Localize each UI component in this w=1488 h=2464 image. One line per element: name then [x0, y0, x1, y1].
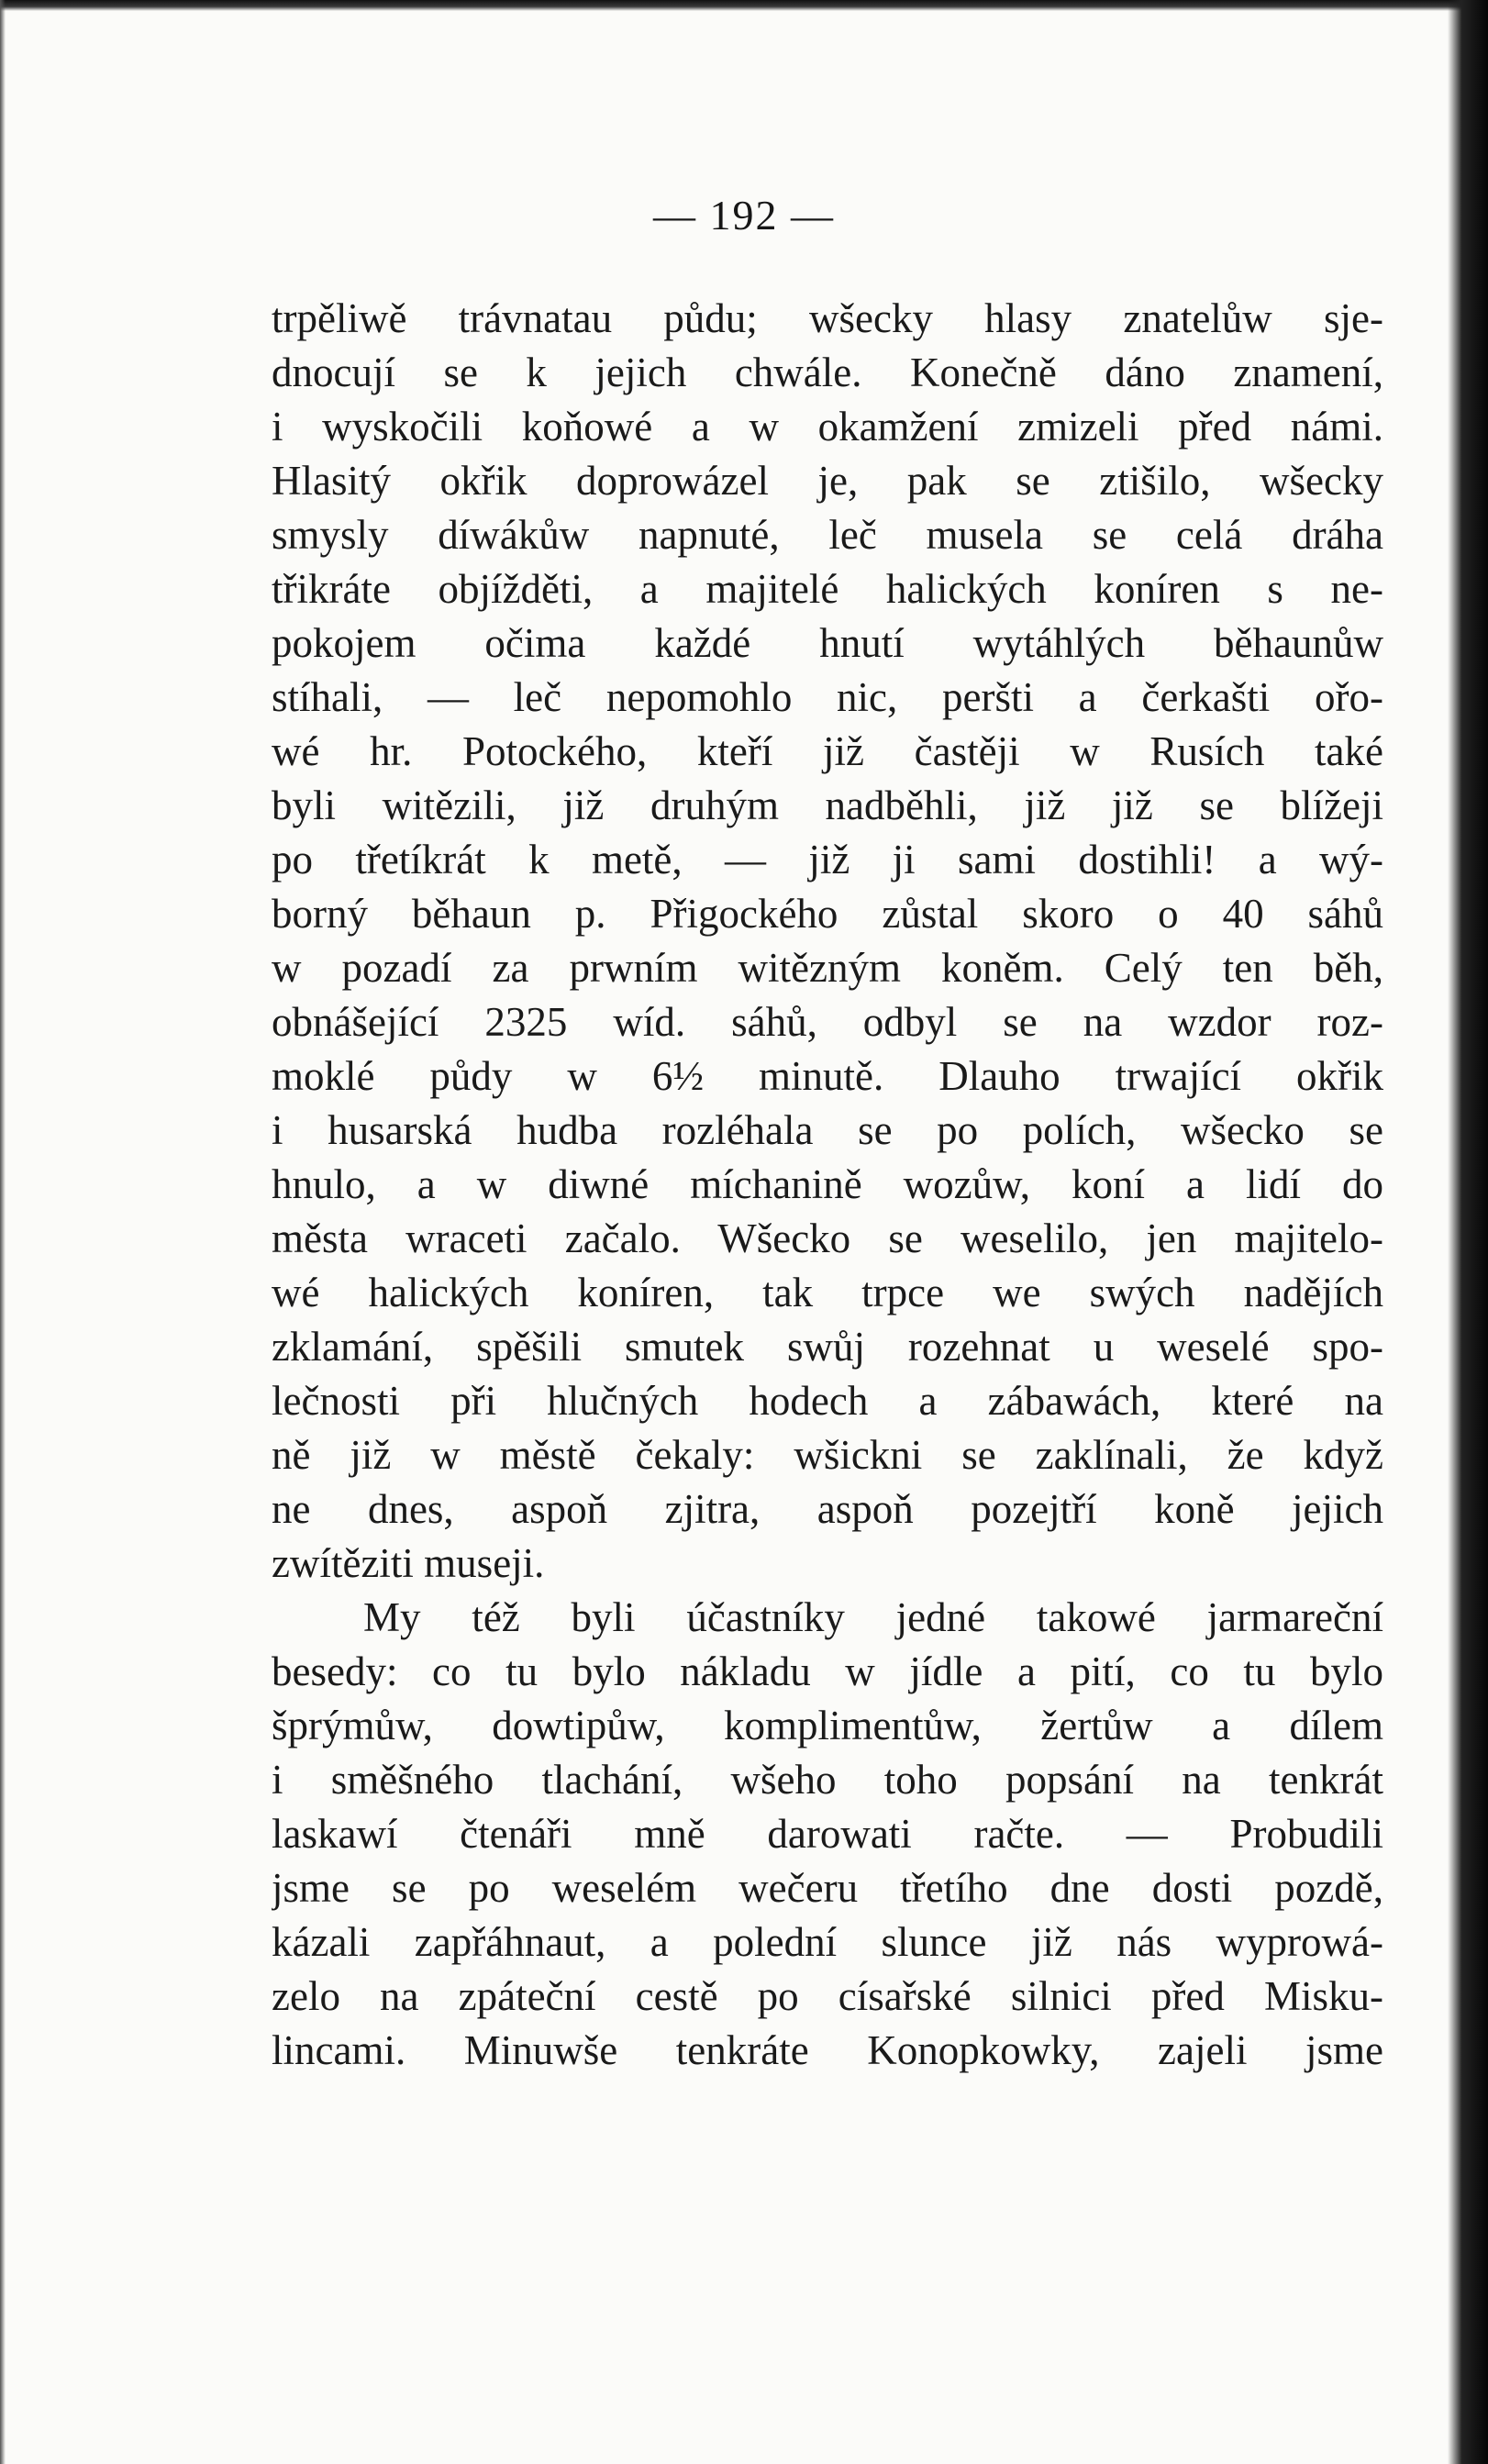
text-line: wé hr. Potockého, kteří již častěji w Rusích také: [272, 728, 1383, 774]
text-line: hnulo, a w diwné míchanině wozůw, koní a lidí do: [272, 1161, 1383, 1207]
text-line: šprýmůw, dowtipůw, komplimentůw, žertůw a dílem: [272, 1703, 1383, 1748]
text-line: i wyskočili koňowé a w okamžení zmizeli před námi.: [272, 404, 1383, 450]
text-line: města wraceti začalo. Wšecko se weselilo, jen majitelo-: [272, 1215, 1383, 1261]
text-line: wé halických koníren, tak trpce we swých nadějích: [272, 1270, 1383, 1315]
scan-edge-left: [0, 0, 6, 2464]
text-line: besedy: co tu bylo nákladu w jídle a pití, co tu bylo: [272, 1648, 1383, 1694]
text-line: třikráte objížděti, a majitelé halických koníren s ne-: [272, 566, 1383, 612]
text-line: lincami. Minuwše tenkráte Konopkowky, zajeli jsme: [272, 2027, 1383, 2073]
text-line: borný běhaun p. Přigockého zůstal skoro o 40 sáhů: [272, 891, 1383, 937]
text-line: kázali zapřáhnaut, a polední slunce již nás wyprowá-: [272, 1919, 1383, 1965]
text-line: laskawí čtenáři mně darowati račte. — Probudili: [272, 1811, 1383, 1857]
text-line: moklé půdy w 6½ minutě. Dlauho trwající okřik: [272, 1053, 1383, 1099]
text-line: i směšného tlachání, wšeho toho popsání na tenkrát: [272, 1757, 1383, 1803]
text-line: jsme se po weselém wečeru třetího dne dosti pozdě,: [272, 1865, 1383, 1911]
text-line: trpěliwě trávnatau půdu; wšecky hlasy znatelůw sje-: [272, 295, 1383, 341]
text-line: stíhali, — leč nepomohlo nic, peršti a čerkašti ořo-: [272, 674, 1383, 720]
text-line: byli witězili, již druhým nadběhli, již již se blížeji: [272, 782, 1383, 828]
text-line: ně již w městě čekaly: wšickni se zaklínali, že když: [272, 1432, 1383, 1478]
scan-edge-top: [0, 0, 1488, 11]
paragraph-end-line: zwítěziti museji.: [272, 1540, 545, 1586]
text-line: Hlasitý okřik doprowázel je, pak se ztišilo, wšecky: [272, 458, 1383, 504]
paragraph-start-line: My též byli účastníky jedné takowé jarmareční: [363, 1594, 1383, 1640]
text-line: obnášející 2325 wíd. sáhů, odbyl se na wzdor roz-: [272, 999, 1383, 1045]
text-line: zklamání, spěšili smutek swůj rozehnat u weselé spo-: [272, 1324, 1383, 1370]
text-line: smysly díwákůw napnuté, leč musela se celá dráha: [272, 512, 1383, 558]
page-number: — 192 —: [653, 192, 835, 239]
text-line: po třetíkrát k metě, — již ji sami dostihli! a wý-: [272, 837, 1383, 882]
text-line: ne dnes, aspoň zjitra, aspoň pozejtří koně jejich: [272, 1486, 1383, 1532]
text-line: lečnosti při hlučných hodech a zábawách, které na: [272, 1378, 1383, 1424]
text-line: w pozadí za prwním witězným koněm. Celý ten běh,: [272, 945, 1383, 991]
text-line: dnocují se k jejich chwále. Konečně dáno znamení,: [272, 350, 1383, 395]
text-line: zelo na zpáteční cestě po císařské silnici před Misku-: [272, 1973, 1383, 2019]
body-text: [272, 292, 1383, 2078]
text-line: i husarská hudba rozléhala se po polích, wšecko se: [272, 1107, 1383, 1153]
scan-edge-right: [1448, 0, 1488, 2464]
text-line: pokojem očima každé hnutí wytáhlých běhaunůw: [272, 620, 1383, 666]
